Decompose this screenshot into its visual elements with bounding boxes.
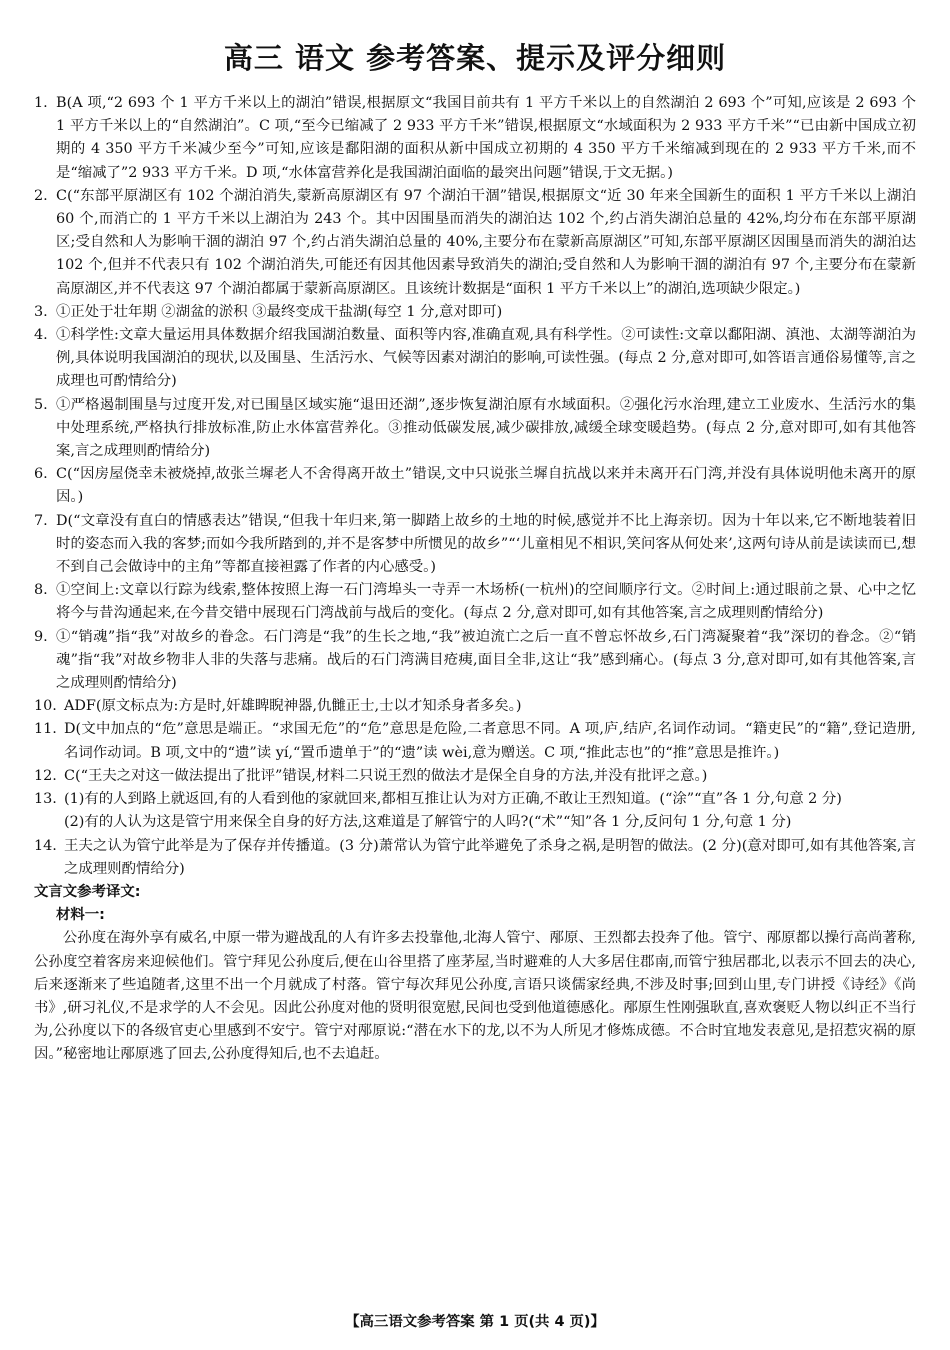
answer-text: D(文中加点的“危”意思是端正。“求国无危”的“危”意思是危险,二者意思不同。A 项,庐,结庐,名词作动词。“籍吏民”的“籍”,登记造册,名词作动词。B 项,文中的“遗”读 yí,“置币遗单于”的“遗”读 wèi,意为赠送。C 项,“推此志也”的“推”意思是推许。): [64, 721, 916, 761]
answer-number: 14.: [34, 837, 57, 854]
answer-text: D(“文章没有直白的情感表达”错误,“但我十年归来,第一脚踏上故乡的土地的时候,感觉并不比上海亲切。因为十年以来,它不断地装着旧时的姿态而入我的客梦;而如今我所踏到的,并不是客梦中所惯见的故乡”“‘儿童相见不相识,笑问客从何处来’,这两句诗从前是读读而已,想不到自己会做诗中的主角”等都直接袒露了作者的内心感受。): [56, 512, 916, 576]
page-footer: 【高三语文参考答案 第 1 页(共 4 页)】: [345, 1314, 605, 1330]
answer-number: 2.: [34, 187, 48, 204]
answer-item-10: [34, 695, 916, 718]
answer-text: B(A 项,“2 693 个 1 平方千米以上的湖泊”错误,根据原文“我国目前共有 1 平方千米以上的自然湖泊 2 693 个”可知,应该是 2 693 个 1 平方千米以上的“自然湖泊”。C 项,“至今已缩减了 2 933 平方千米”错误,根据原文“水域面积为 2 933 平方千米”“已由新中国成立初期的 4 350 平方千米减少至今”可知,应该是鄱阳湖的面积从新中国成立初期的 4 350 平方千米缩减到现在的 2 933 平方千米,而不是“缩减了”2 933 平方千米。D 项,“水体富营养化是我国湖泊面临的最突出问题”错误,于文无据。): [56, 95, 916, 181]
answer-number: 8.: [34, 582, 48, 599]
answer-number: 4.: [34, 327, 48, 344]
answer-text: ①“销魂”指“我”对故乡的眷念。石门湾是“我”的生长之地,“我”被迫流亡之后一直不曾忘怀故乡,石门湾凝聚着“我”深切的眷念。②“销魂”指“我”对故乡物非人非的失落与悲痛。战后的石门湾满目疮痍,面目全非,这让“我”感到痛心。(每点 3 分,意对即可,如有其他答案,言之成理则酌情给分): [56, 628, 916, 692]
answer-number: 6.: [34, 466, 48, 483]
answer-item-8: [34, 579, 916, 625]
answer-number: 11.: [34, 721, 57, 738]
material-label: 材料一:: [56, 907, 105, 924]
answer-number: 12.: [34, 767, 57, 784]
answer-item-6: [34, 463, 916, 509]
answer-item-5: [34, 394, 916, 464]
answer-number: 10.: [34, 698, 57, 715]
answer-number: 7.: [34, 512, 48, 529]
answer-item-3: [34, 301, 916, 324]
answer-item-7: [34, 510, 916, 580]
answer-item-11: [34, 718, 916, 764]
answer-item-1: [34, 92, 916, 185]
page-title: 高三 语文 参考答案、提示及评分细则: [223, 41, 727, 75]
answer-text: ①正处于壮年期 ②湖盆的淤积 ③最终变成干盐湖(每空 1 分,意对即可): [56, 303, 503, 320]
answer-item-13: [34, 788, 916, 834]
answer-text: ①空间上:文章以行踪为线索,整体按照上海一石门湾埠头一寺弄一木场桥(一杭州)的空间顺序行文。②时间上:通过眼前之景、心中之忆将今与昔沟通起来,在今昔交错中展现石门湾战前与战后的变化。(每点 2 分,意对即可,如有其他答案,言之成理则酌情给分): [56, 582, 916, 622]
answer-item-12: [34, 765, 916, 788]
answer-number: 13.: [34, 791, 57, 808]
answer-text: C(“因房屋侥幸未被烧掉,故张兰墀老人不舍得离开故土”错误,文中只说张兰墀自抗战以来并未离开石门湾,并没有具体说明他未离开的原因。): [56, 466, 916, 506]
answer-item-4: [34, 324, 916, 394]
answer-item-2: [34, 185, 916, 301]
translation-heading: 文言文参考译文:: [34, 883, 141, 900]
answer-text: (1)有的人到路上就返回,有的人看到他的家就回来,都相互推让认为对方正确,不敢让王烈知道。(“涂”“直”各 1 分,句意 2 分): [64, 791, 842, 808]
answer-text: ①科学性:文章大量运用具体数据介绍我国湖泊数量、面积等内容,准确直观,具有科学性。②可读性:文章以鄱阳湖、滇池、太湖等湖泊为例,具体说明我国湖泊的现状,以及围垦、生活污水、气候等因素对湖泊的影响,可读性强。(每点 2 分,意对即可,如答语言通俗易懂等,言之成理也可酌情给分): [56, 327, 916, 390]
answer-item-14: [34, 835, 916, 881]
answer-number: 9.: [34, 628, 48, 645]
answer-number: 1.: [34, 95, 48, 111]
answer-number: 5.: [34, 396, 48, 413]
answer-text: C(“王夫之对这一做法提出了批评”错误,材料二只说王烈的做法才是保全自身的方法,并没有批评之意。): [64, 767, 708, 784]
answer-number: 3.: [34, 303, 48, 320]
answer-text: ADF(原文标点为:方是时,奸雄睥睨神器,仇雠正士,士以才知杀身者多矣。): [64, 698, 522, 715]
answer-text: 王夫之认为管宁此举是为了保存并传播道。(3 分)萧常认为管宁此举避免了杀身之祸,是明智的做法。(2 分)(意对即可,如有其他答案,言之成理则酌情给分): [64, 837, 916, 877]
answer-text: C(“东部平原湖区有 102 个湖泊消失,蒙新高原湖区有 97 个湖泊干涸”错误,根据原文“近 30 年来全国新生的面积 1 平方千米以上湖泊 60 个,而消亡的 1 平方千米以上湖泊为 243 个。其中因围垦而消失的湖泊达 102 个,约占消失湖泊总量的 42%,均分布在东部平原湖区;受自然和人为影响干涸的湖泊 97 个,约占消失湖泊总量的 40%,主要分布在蒙新高原湖区”可知,东部平原湖区因围垦而消失的湖泊达 102 个,但并不代表只有 102 个湖泊消失,可能还有因其他因素导致消失的湖泊;受自然和人为影响干涸的湖泊有 97 个,主要分布在蒙新高原湖区,并不代表这 97 个湖泊都属于蒙新高原湖区。且该统计数据是“面积 1 平方千米以上”的湖泊,选项缺少限定。): [56, 187, 916, 297]
answer-text-part-2: (2)有的人认为这是管宁用来保全自身的好方法,这难道是了解管宁的人吗?(“术”“知”各 1 分,反问句 1 分,句意 1 分): [64, 814, 792, 831]
answer-text: ①严格遏制围垦与过度开发,对已围垦区域实施“退田还湖”,逐步恢复湖泊原有水域面积。②强化污水治理,建立工业废水、生活污水的集中处理系统,严格执行排放标准,防止水体富营养化。③推动低碳发展,减少碳排放,减缓全球变暖趋势。(每点 2 分,意对即可,如有其他答案,言之成理则酌情给分): [56, 396, 916, 460]
translation-paragraph: 公孙度在海外享有威名,中原一带为避战乱的人有许多去投靠他,北海人管宁、邴原、王烈都去投奔了他。管宁、邴原都以操行高尚著称,公孙度空着客房来迎候他们。管宁拜见公孙度后,便在山谷里搭了座茅屋,当时避难的人大多居住郡南,而管宁独居郡北,以表示不回去的决心,后来逐渐来了些追随者,这里不出一个月就成了村落。管宁每次拜见公孙度,言语只谈儒家经典,不涉及时事;回到山里,专门讲授《诗经》《尚书》,研习礼仪,不是求学的人不会见。因此公孙度对他的贤明很宽慰,民间也受到他道德感化。邴原生性刚强耿直,喜欢褒贬人物以纠正不当行为,公孙度以下的各级官吏心里感到不安宁。管宁对邴原说:“潜在水下的龙,以不为人所见才修炼成德。不合时宜地发表意见,是招惹灾祸的原因。”秘密地让邴原逃了回去,公孙度得知后,也不去追赶。: [34, 930, 916, 1063]
answer-item-9: [34, 626, 916, 696]
